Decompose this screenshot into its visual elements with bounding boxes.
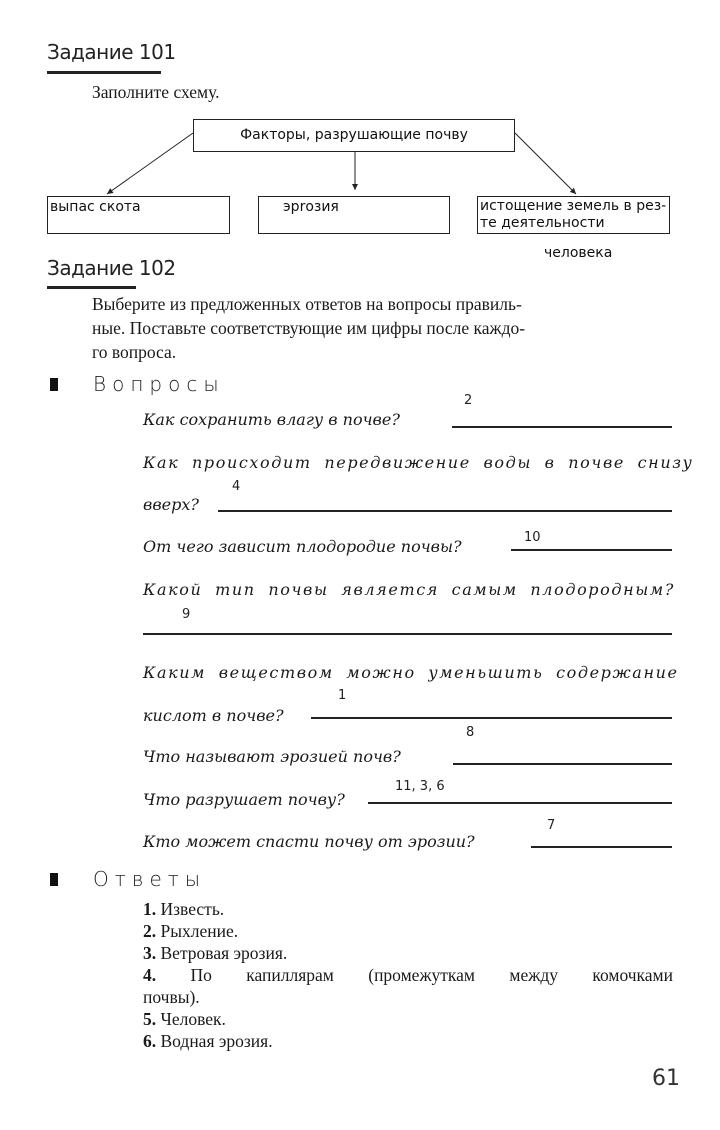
answer-line-2[interactable] bbox=[218, 510, 672, 512]
answer-num: 2. bbox=[143, 921, 157, 941]
arrow-right bbox=[515, 133, 576, 194]
question-7: Что разрушает почву? bbox=[143, 790, 345, 809]
answer-value-3[interactable]: 10 bbox=[524, 530, 541, 545]
answer-line-3[interactable] bbox=[511, 549, 672, 551]
question-1: Как сохранить влагу в почве? bbox=[143, 410, 400, 429]
question-8: Кто может спасти почву от эрозии? bbox=[143, 832, 475, 851]
answer-value-1[interactable]: 2 bbox=[464, 393, 473, 408]
task-101-title: Задание 101 bbox=[47, 40, 176, 64]
task-102-underline bbox=[47, 286, 136, 289]
question-6: Что называют эрозией почв? bbox=[143, 747, 401, 766]
diagram-child-box-1[interactable] bbox=[47, 196, 230, 234]
arrow-left bbox=[107, 133, 193, 194]
answer-line-4[interactable] bbox=[143, 633, 672, 635]
page-number: 61 bbox=[652, 1066, 680, 1091]
instruction-line: Выберите из предложенных ответов на вопросы правиль- bbox=[92, 294, 522, 314]
answer-text: По капиллярам (промежуткам между комочками bbox=[190, 965, 673, 985]
diagram-root-text: Факторы, разрушающие почву bbox=[240, 127, 468, 143]
question-3: От чего зависит плодородие почвы? bbox=[143, 537, 462, 556]
question-2-line1: Как происходит передвижение воды в почве снизу bbox=[143, 453, 694, 472]
answer-line-6[interactable] bbox=[453, 763, 672, 765]
diagram-child-box-2[interactable] bbox=[258, 196, 450, 234]
answer-num: 1. bbox=[143, 899, 157, 919]
answer-text: Человек. bbox=[160, 1009, 226, 1029]
answer-option-2 bbox=[143, 920, 673, 942]
answer-option-5 bbox=[143, 1008, 673, 1030]
answer-line-1[interactable] bbox=[452, 426, 672, 428]
task-102-instruction bbox=[92, 292, 672, 364]
answer-line-5[interactable] bbox=[311, 717, 672, 719]
diagram-child-text-2: эрrозия bbox=[283, 199, 339, 215]
answer-text: Рыхление. bbox=[160, 921, 239, 941]
answer-value-8[interactable]: 7 bbox=[547, 818, 556, 833]
answer-value-5[interactable]: 1 bbox=[338, 688, 347, 703]
answer-num: 5. bbox=[143, 1009, 157, 1029]
answer-value-2[interactable]: 4 bbox=[232, 479, 241, 494]
answer-line-8[interactable] bbox=[531, 846, 672, 848]
answer-option-4 bbox=[143, 964, 673, 986]
answer-option-4-cont: почвы). bbox=[143, 987, 200, 1007]
diagram-child-text-1: выпас скота bbox=[50, 199, 141, 215]
answer-value-6[interactable]: 8 bbox=[466, 725, 475, 740]
answer-num: 6. bbox=[143, 1031, 157, 1051]
answer-text: Известь. bbox=[160, 899, 225, 919]
bullet-icon bbox=[50, 378, 58, 391]
questions-heading: Вопросы bbox=[93, 372, 225, 396]
diagram-child-box-3[interactable] bbox=[477, 196, 670, 234]
instruction-line: ные. Поставьте соответствующие им цифры после каждо- bbox=[92, 318, 526, 338]
diagram-root-box bbox=[193, 119, 515, 152]
question-4: Какой тип почвы является самым плодородным? bbox=[143, 580, 675, 599]
answers-list bbox=[143, 898, 673, 1052]
answer-text: Ветровая эрозия. bbox=[160, 943, 288, 963]
answer-value-4[interactable]: 9 bbox=[182, 607, 191, 622]
instruction-line: го вопроса. bbox=[92, 342, 177, 362]
answer-text: Водная эрозия. bbox=[160, 1031, 273, 1051]
question-2-line2: вверх? bbox=[143, 495, 199, 514]
answers-heading: Ответы bbox=[93, 867, 207, 891]
diagram-overflow-text: человека bbox=[544, 245, 613, 261]
answer-value-7[interactable]: 11, 3, 6 bbox=[395, 779, 445, 794]
answer-option-6 bbox=[143, 1030, 673, 1052]
question-5-line2: кислот в почве? bbox=[143, 706, 284, 725]
answer-line-7[interactable] bbox=[368, 802, 672, 804]
answer-num: 4. bbox=[143, 965, 157, 985]
question-5-line1: Каким веществом можно уменьшить содержание bbox=[143, 663, 679, 682]
answer-num: 3. bbox=[143, 943, 157, 963]
task-102-title: Задание 102 bbox=[47, 256, 176, 280]
answer-option-3 bbox=[143, 942, 673, 964]
answer-option-1 bbox=[143, 898, 673, 920]
task-101-instruction: Заполните схему. bbox=[92, 82, 220, 102]
bullet-icon bbox=[50, 873, 58, 886]
diagram-child-text-3: истощение земель в рез-те деятельности bbox=[480, 198, 667, 231]
